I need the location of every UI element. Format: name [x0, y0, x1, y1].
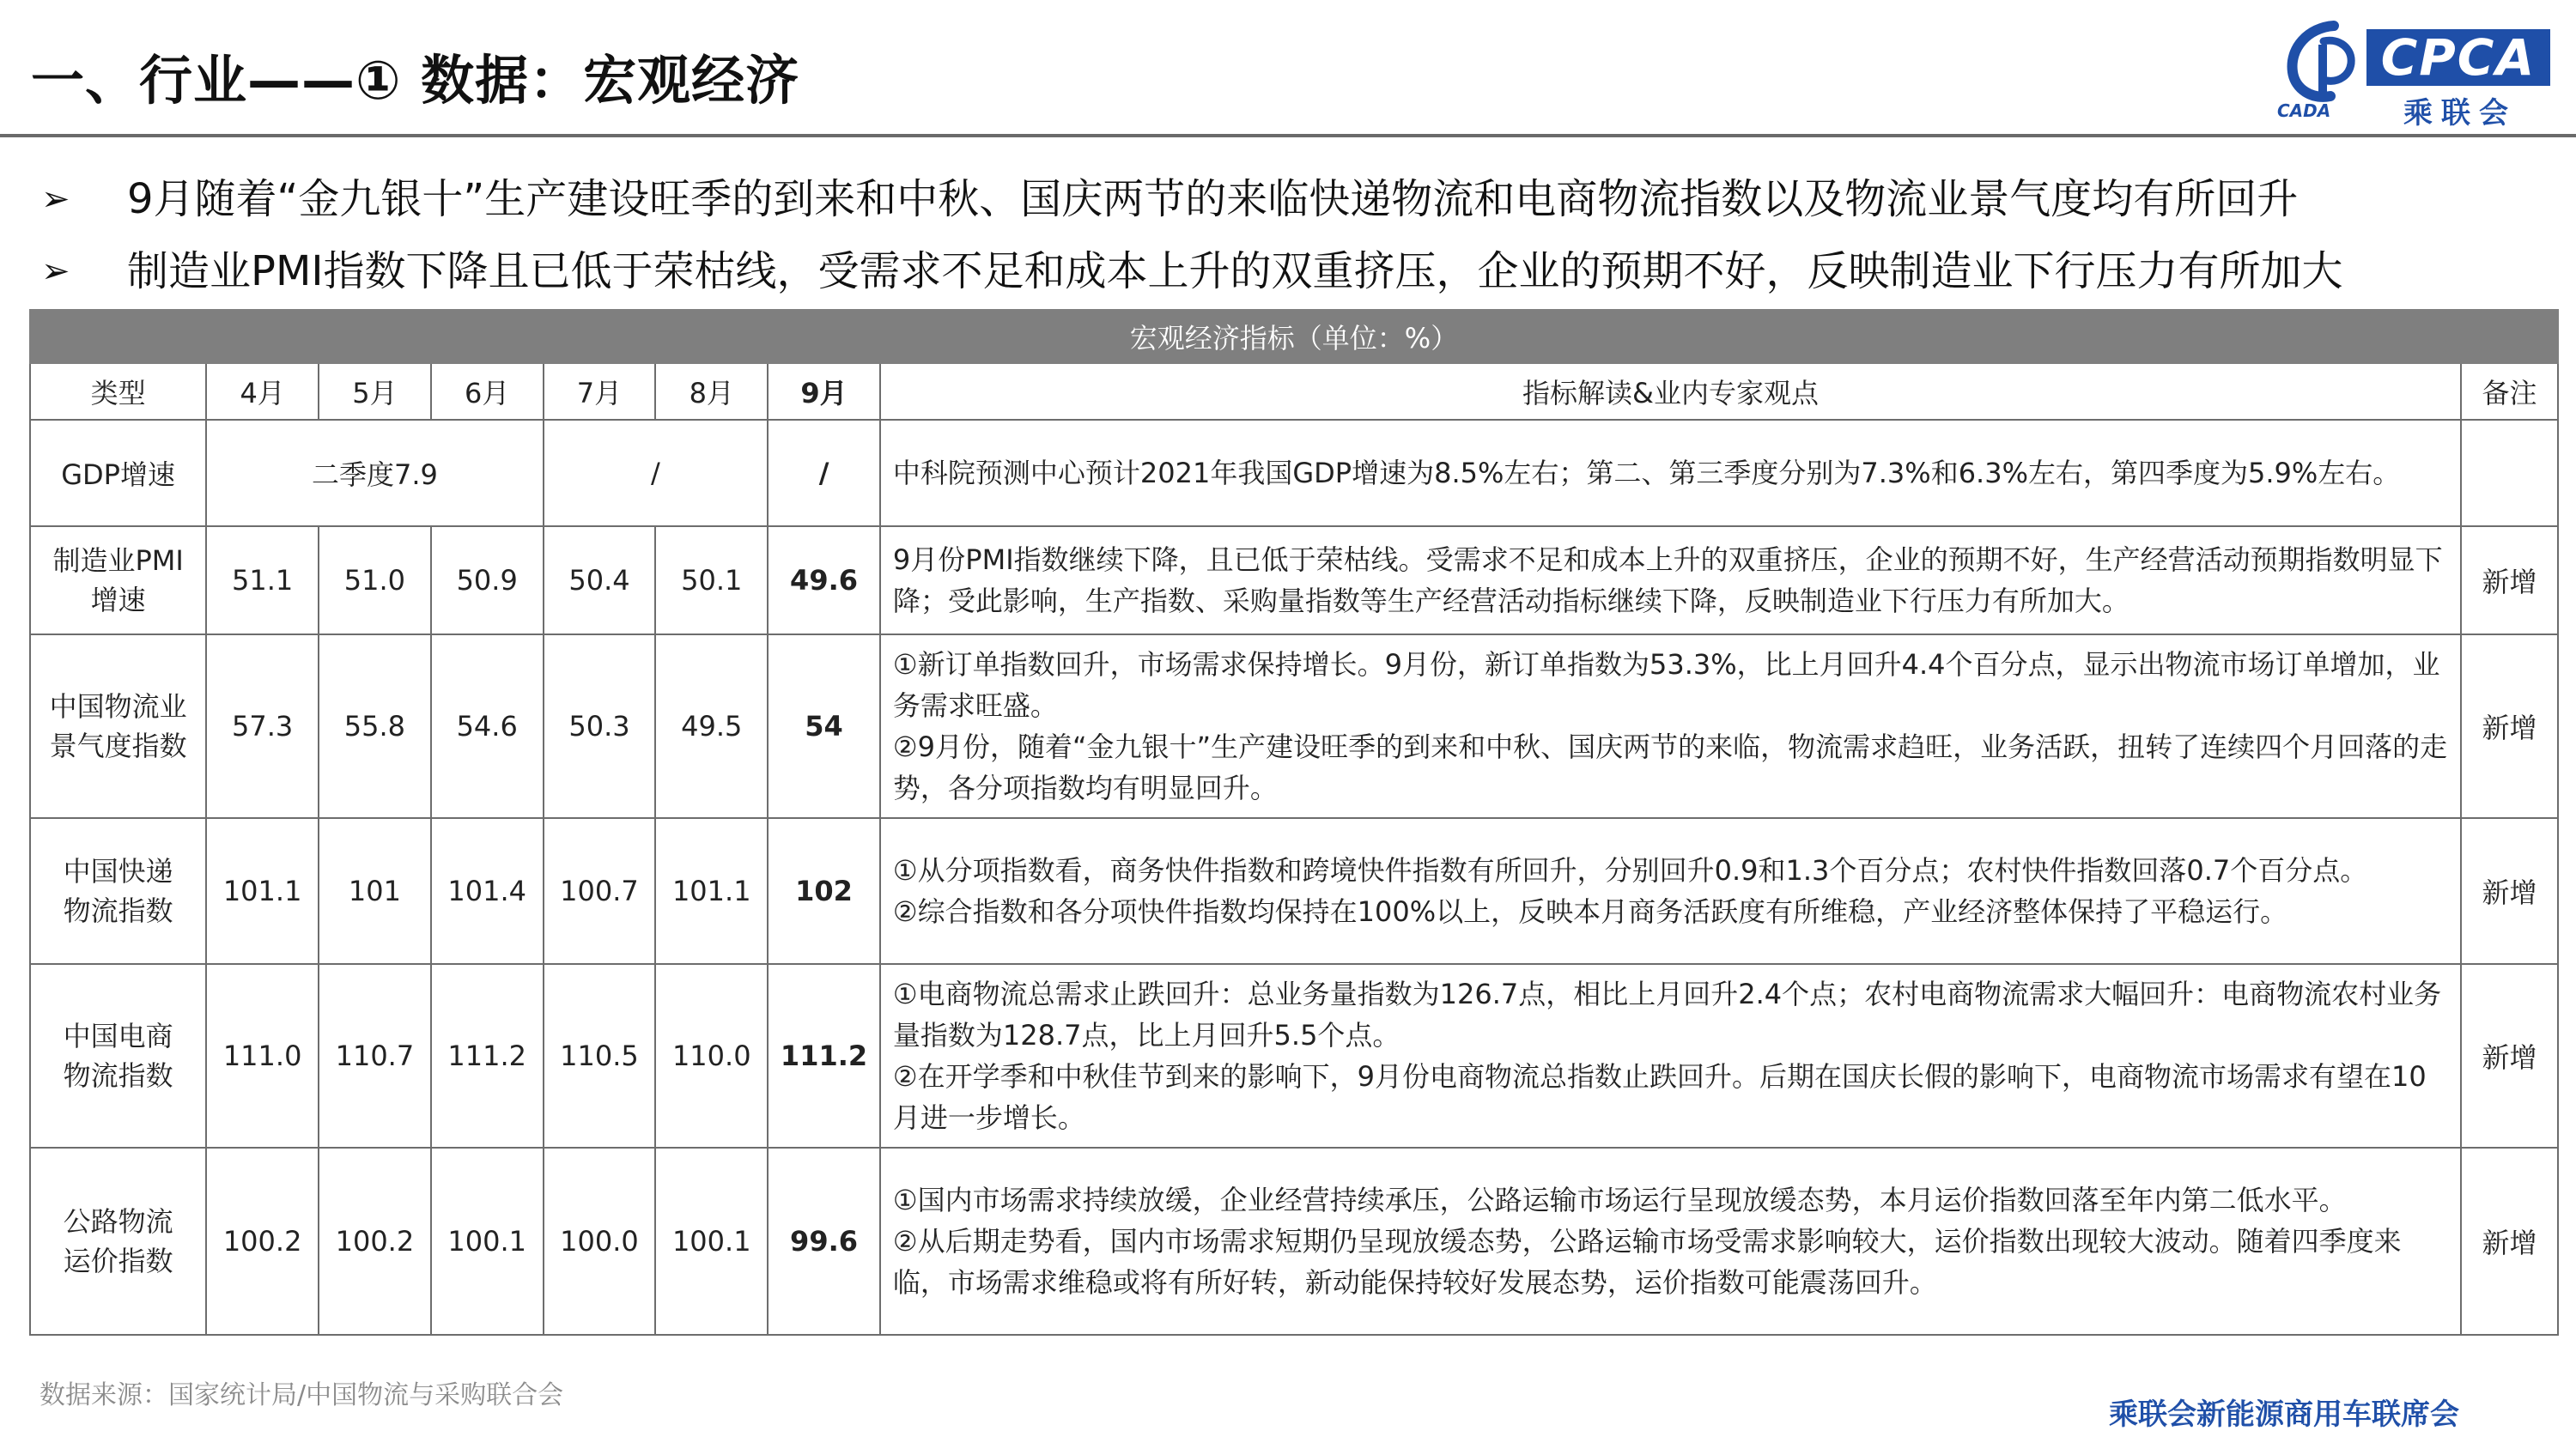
page-title: 一、行业——① 数据：宏观经济 — [31, 49, 800, 112]
header-divider — [0, 134, 2576, 137]
value-cell-current: 111.2 — [768, 964, 880, 1148]
header-cell: 4月 — [206, 363, 319, 420]
note-paragraph: ②9月份，随着“金九银十”生产建设旺季的到来和中秋、国庆两节的来临，物流需求趋旺，业务活跃，扭转了连续四个月回落的走势，各分项指数均有明显回升。 — [892, 731, 2448, 804]
value-cell: 100.1 — [431, 1148, 544, 1335]
category-line: 物流指数 — [63, 1059, 173, 1092]
value-cell: 50.1 — [655, 526, 768, 634]
header — [0, 0, 2576, 139]
table-caption-row — [30, 310, 2558, 363]
value-cell: 100.2 — [206, 1148, 319, 1335]
header-cell: 6月 — [431, 363, 544, 420]
value-cell: 100.7 — [544, 818, 656, 964]
bullet-item — [41, 235, 2531, 307]
value-cell: 51.1 — [206, 526, 319, 634]
value-cell-current: 99.6 — [768, 1148, 880, 1335]
value-cell: 51.0 — [319, 526, 431, 634]
value-cell: 100.1 — [655, 1148, 768, 1335]
value-cell: 57.3 — [206, 634, 319, 818]
value-cell: 55.8 — [319, 634, 431, 818]
remark-cell: 新增 — [2461, 634, 2558, 818]
value-cell: 二季度7.9 — [206, 420, 543, 526]
note-cell: 9月份PMI指数继续下降，且已低于荣枯线。受需求不足和成本上升的双重挤压，企业的预期不好，生产经营活动预期指数明显下降；受此影响，生产指数、采购量指数等生产经营活动指标继续下降，反映制造业下行压力有所加大。 — [880, 526, 2461, 634]
category-cell: GDP增速 — [30, 420, 206, 526]
value-cell: 111.0 — [206, 964, 319, 1148]
cada-logo-text: CADA — [2277, 100, 2331, 121]
value-cell: 101.4 — [431, 818, 544, 964]
value-cell: 54.6 — [431, 634, 544, 818]
note-paragraph: ①国内市场需求持续放缓，企业经营持续承压，公路运输市场运行呈现放缓态势，本月运价指数回落至年内第二低水平。 — [892, 1184, 2347, 1216]
header-cell: 类型 — [30, 363, 206, 420]
value-cell: 110.0 — [655, 964, 768, 1148]
note-paragraph: ②从后期走势看，国内市场需求短期仍呈现放缓态势，公路运输市场受需求影响较大，运价指数出现较大波动。随着四季度来临，市场需求维稳或将有所好转，新动能保持较好发展态势，运价指数可能震荡回升。 — [892, 1225, 2402, 1299]
value-cell: / — [544, 420, 769, 526]
value-cell-current: 54 — [768, 634, 880, 818]
macro-indicator-table — [29, 309, 2559, 1336]
header-cell: 5月 — [319, 363, 431, 420]
value-cell: 111.2 — [431, 964, 544, 1148]
category-line: 中国电商 — [63, 1020, 173, 1052]
cpca-brand-text: CPCA — [2366, 29, 2550, 86]
arrow-bullet-icon: ➢ — [41, 179, 70, 219]
value-cell: 101.1 — [655, 818, 768, 964]
category-line: 中国快递 — [63, 855, 173, 888]
note-paragraph: ①从分项指数看，商务快件指数和跨境快件指数有所回升，分别回升0.9和1.3个百分点；农村快件指数回落0.7个百分点。 — [892, 854, 2368, 887]
bullet-text: 9月随着“金九银十”生产建设旺季的到来和中秋、国庆两节的来临快递物流和电商物流指数以及物流业景气度均有所回升 — [127, 175, 2299, 223]
category-line: 增速 — [90, 584, 146, 616]
table-row — [30, 634, 2558, 818]
header-cell: 8月 — [655, 363, 768, 420]
value-cell-current: / — [768, 420, 880, 526]
note-cell — [880, 964, 2461, 1148]
header-cell: 9月 — [768, 363, 880, 420]
note-cell — [880, 818, 2461, 964]
cada-logo-icon — [2274, 19, 2368, 122]
note-cell: 中科院预测中心预计2021年我国GDP增速为8.5%左右；第二、第三季度分别为7.3%和6.3%左右，第四季度为5.9%左右。 — [880, 420, 2461, 526]
value-cell: 100.2 — [319, 1148, 431, 1335]
value-cell: 110.5 — [544, 964, 656, 1148]
table-row — [30, 526, 2558, 634]
cpca-chinese-name: 乘联会 — [2403, 96, 2517, 130]
value-cell: 49.5 — [655, 634, 768, 818]
header-cell: 指标解读&业内专家观点 — [880, 363, 2461, 420]
category-line: 物流指数 — [63, 894, 173, 927]
table-row — [30, 420, 2558, 526]
remark-cell: 新增 — [2461, 1148, 2558, 1335]
value-cell: 100.0 — [544, 1148, 656, 1335]
category-cell — [30, 1148, 206, 1335]
value-cell: 101 — [319, 818, 431, 964]
remark-cell: 新增 — [2461, 818, 2558, 964]
category-cell — [30, 526, 206, 634]
category-cell — [30, 634, 206, 818]
note-cell — [880, 634, 2461, 818]
remark-cell — [2461, 420, 2558, 526]
data-source: 数据来源：国家统计局/中国物流与采购联合会 — [39, 1380, 564, 1410]
bullet-item — [41, 163, 2531, 235]
bullet-text: 制造业PMI指数下降且已低于荣枯线，受需求不足和成本上升的双重挤压，企业的预期不好，反映制造业下行压力有所加大 — [127, 247, 2343, 295]
value-cell-current: 49.6 — [768, 526, 880, 634]
header-cell: 7月 — [544, 363, 656, 420]
category-line: 中国物流业 — [49, 690, 187, 723]
category-line: 运价指数 — [63, 1245, 173, 1277]
category-line: 景气度指数 — [49, 730, 187, 762]
category-cell — [30, 964, 206, 1148]
note-cell — [880, 1148, 2461, 1335]
category-cell — [30, 818, 206, 964]
note-paragraph: ①新订单指数回升，市场需求保持增长。9月份，新订单指数为53.3%，比上月回升4.4个百分点，显示出物流市场订单增加，业务需求旺盛。 — [892, 648, 2440, 722]
category-line: 制造业PMI — [52, 544, 184, 577]
note-paragraph: ②综合指数和各分项快件指数均保持在100%以上，反映本月商务活跃度有所维稳，产业经济整体保持了平稳运行。 — [892, 895, 2288, 928]
category-line: 公路物流 — [63, 1205, 173, 1238]
cpca-logo — [2274, 19, 2557, 130]
remark-cell: 新增 — [2461, 964, 2558, 1148]
value-cell: 50.9 — [431, 526, 544, 634]
note-paragraph: ②在开学季和中秋佳节到来的影响下，9月份电商物流总指数止跌回升。后期在国庆长假的影响下，电商物流市场需求有望在10月进一步增长。 — [892, 1060, 2427, 1134]
table-caption: 宏观经济指标（单位：%） — [30, 310, 2558, 363]
value-cell-current: 102 — [768, 818, 880, 964]
arrow-bullet-icon: ➢ — [41, 252, 70, 291]
value-cell: 110.7 — [319, 964, 431, 1148]
table-header-row — [30, 363, 2558, 420]
table-row — [30, 1148, 2558, 1335]
table-row — [30, 818, 2558, 964]
remark-cell: 新增 — [2461, 526, 2558, 634]
note-paragraph: ①电商物流总需求止跌回升：总业务量指数为126.7点，相比上月回升2.4个点；农村电商物流需求大幅回升：电商物流农村业务量指数为128.7点，比上月回升5.5个点。 — [892, 978, 2442, 1052]
summary-bullets — [41, 163, 2531, 307]
organization-name: 乘联会新能源商用车联席会 — [2109, 1397, 2459, 1432]
value-cell: 50.3 — [544, 634, 656, 818]
value-cell: 101.1 — [206, 818, 319, 964]
table-row — [30, 964, 2558, 1148]
header-cell: 备注 — [2461, 363, 2558, 420]
value-cell: 50.4 — [544, 526, 656, 634]
